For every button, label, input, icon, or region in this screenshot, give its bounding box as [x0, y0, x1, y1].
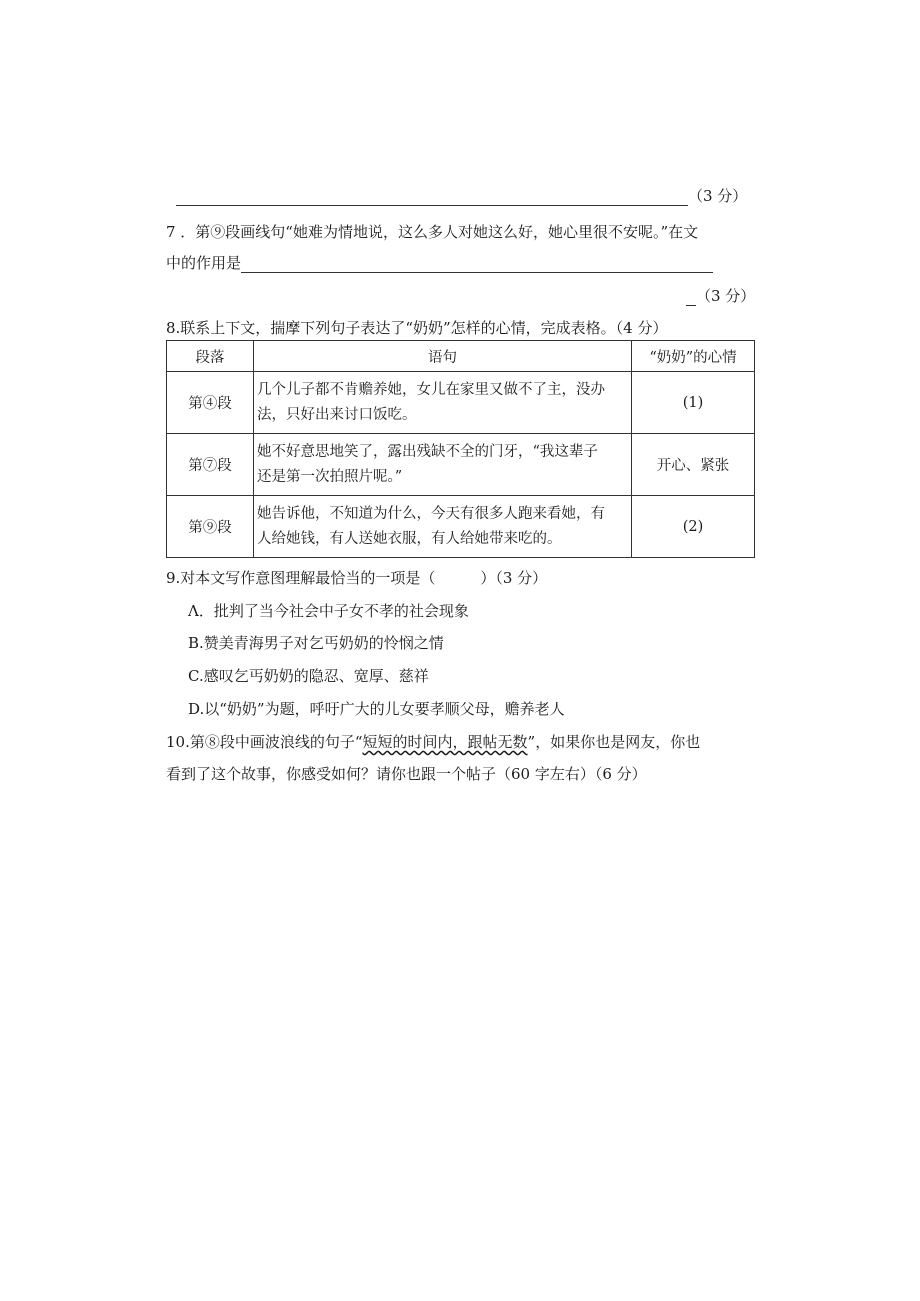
- q7-question-line2: [166, 253, 713, 273]
- q10-wavy-quote: 短短的时间内，跟帖无数: [362, 733, 528, 751]
- row-sentence-line: 法，只好出来讨口饭吃。: [257, 406, 417, 423]
- row-mood: 开心、紧张: [632, 434, 755, 496]
- q7-question-line1: 7 ．第⑨段画线句“她难为情地说，这么多人对她这么好，她心里很不安呢。”在文: [166, 223, 699, 241]
- q9-option-b[interactable]: B.赞美青海男子对乞丐奶奶的怜悯之情: [188, 634, 444, 652]
- row-para: 第④段: [167, 372, 254, 434]
- header-sentence: 语句: [254, 341, 632, 372]
- header-para: 段落: [167, 341, 254, 372]
- row-sentence-line: 几个儿子都不肯赡养她，女儿在家里又做不了主，没办: [257, 381, 605, 398]
- row-sentence: [254, 434, 632, 496]
- row-mood[interactable]: (2): [632, 496, 755, 558]
- q10-prefix: 10.第⑧段中画波浪线的句子“: [166, 733, 363, 751]
- q10-suffix: ”，如果你也是网友，你也: [527, 733, 701, 751]
- q7-answer-blank[interactable]: [241, 256, 713, 273]
- header-mood: “奶奶”的心情: [632, 341, 755, 372]
- table-row: [167, 372, 755, 434]
- q6-answer-blank[interactable]: [176, 189, 688, 206]
- q9-prompt: 9.对本文写作意图理解最恰当的一项是（ ）（3 分）: [166, 569, 548, 587]
- row-para: 第⑨段: [167, 496, 254, 558]
- table-row: [167, 434, 755, 496]
- q7-answer-blank-tail[interactable]: [686, 289, 696, 306]
- q9-option-d[interactable]: D.以“奶奶”为题，呼吁广大的儿女要孝顺父母，赡养老人: [188, 700, 565, 718]
- q9-option-c[interactable]: C.感叹乞丐奶奶的隐忍、宽厚、慈祥: [188, 667, 429, 685]
- q8-table: [166, 340, 755, 558]
- q10-prompt-line1: [166, 732, 700, 752]
- q7-score: （3 分）: [696, 287, 756, 305]
- row-sentence: [254, 496, 632, 558]
- row-sentence-line: 她告诉他，不知道为什么，今天有很多人跑来看她，有: [257, 505, 605, 522]
- q6-answer-line: [176, 186, 747, 206]
- row-sentence: [254, 372, 632, 434]
- q10-prompt-line2: 看到了这个故事，你感受如何？请你也跟一个帖子（60 字左右）（6 分）: [166, 765, 647, 783]
- row-mood[interactable]: (1): [632, 372, 755, 434]
- row-sentence-line: 她不好意思地笑了，露出残缺不全的门牙，“我这辈子: [257, 443, 598, 460]
- table-header-row: [167, 341, 755, 372]
- row-para: 第⑦段: [167, 434, 254, 496]
- q7-score-line: [686, 286, 755, 306]
- table-row: [167, 496, 755, 558]
- row-sentence-line: 人给她钱，有人送她衣服，有人给她带来吃的。: [257, 530, 562, 547]
- row-sentence-line: 还是第一次拍照片呢。”: [257, 468, 403, 485]
- q9-option-a[interactable]: Λ．批判了当今社会中子女不孝的社会现象: [188, 602, 469, 620]
- q7-prefix: 中的作用是: [166, 254, 242, 272]
- q8-prompt: 8.联系上下文，揣摩下列句子表达了“奶奶”怎样的心情，完成表格。（4 分）: [166, 319, 668, 337]
- q6-score: （3 分）: [688, 187, 748, 205]
